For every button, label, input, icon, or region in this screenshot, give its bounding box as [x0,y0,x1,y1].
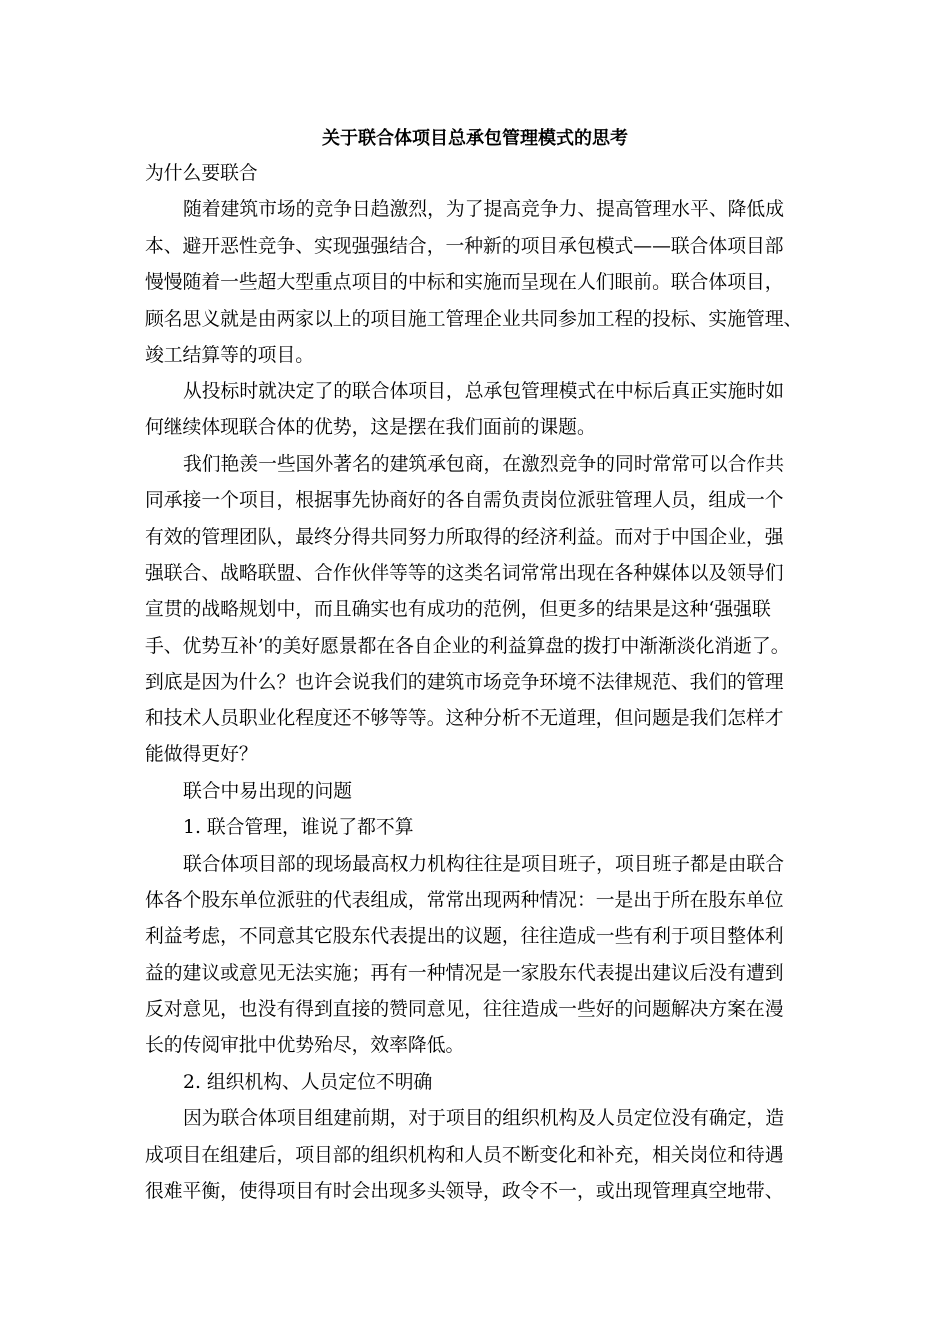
section-heading: 为什么要联合 [145,163,258,184]
paragraph-line: 和技术人员职业化程度还不够等等。这种分析不无道理，但问题是我们怎样才 [145,708,784,729]
paragraph-line: 随着建筑市场的竞争日趋激烈，为了提高竞争力、提高管理水平、降低成 [183,199,784,220]
paragraph-line: 强联合、战略联盟、合作伙伴等等的这类名词常常出现在各种媒体以及领导们 [145,563,784,584]
subsection-heading: 2. 组织机构、人员定位不明确 [183,1072,433,1093]
paragraph-line: 竣工结算等的项目。 [145,345,315,366]
paragraph-line: 顾名思义就是由两家以上的项目施工管理企业共同参加工程的投标、实施管理、 [145,309,803,330]
paragraph-line: 到底是因为什么？也许会说我们的建筑市场竞争环境不法律规范、我们的管理 [145,672,784,693]
paragraph-line: 手、优势互补’的美好愿景都在各自企业的利益算盘的拨打中渐渐淡化消逝了。 [145,636,790,657]
paragraph-line: 因为联合体项目组建前期，对于项目的组织机构及人员定位没有确定，造 [183,1108,784,1129]
paragraph-line: 长的传阅审批中优势殆尽，效率降低。 [145,1035,465,1056]
section-heading: 联合中易出现的问题 [183,781,353,802]
paragraph-line: 何继续体现联合体的优势，这是摆在我们面前的课题。 [145,417,596,438]
subsection-heading: 1. 联合管理，谁说了都不算 [183,817,414,838]
document-title: 关于联合体项目总承包管理模式的思考 [322,128,628,149]
paragraph-line: 慢慢随着一些超大型重点项目的中标和实施而呈现在人们眼前。联合体项目， [145,272,784,293]
paragraph-line: 宣贯的战略规划中，而且确实也有成功的范例，但更多的结果是这种‘强强联 [145,599,771,620]
paragraph-line: 本、避开恶性竞争、实现强强结合，一种新的项目承包模式——联合体项目部 [145,236,784,257]
paragraph-line: 从投标时就决定了的联合体项目，总承包管理模式在中标后真正实施时如 [183,381,784,402]
paragraph-line: 反对意见，也没有得到直接的赞同意见，往往造成一些好的问题解决方案在漫 [145,999,784,1020]
paragraph-line: 联合体项目部的现场最高权力机构往往是项目班子，项目班子都是由联合 [183,854,784,875]
paragraph-line: 体各个股东单位派驻的代表组成，常常出现两种情况：一是出于所在股东单位 [145,890,784,911]
paragraph-line: 益的建议或意见无法实施；再有一种情况是一家股东代表提出建议后没有遭到 [145,963,784,984]
paragraph-line: 成项目在组建后，项目部的组织机构和人员不断变化和补充，相关岗位和待遇 [145,1145,784,1166]
paragraph-line: 有效的管理团队，最终分得共同努力所取得的经济利益。而对于中国企业，强 [145,527,784,548]
paragraph-line: 我们艳羡一些国外著名的建筑承包商，在激烈竞争的同时常常可以合作共 [183,454,784,475]
paragraph-line: 很难平衡，使得项目有时会出现多头领导，政令不一，或出现管理真空地带、 [145,1181,784,1202]
paragraph-line: 利益考虑，不同意其它股东代表提出的议题，往往造成一些有利于项目整体利 [145,926,784,947]
paragraph-line: 同承接一个项目，根据事先协商好的各自需负责岗位派驻管理人员，组成一个 [145,490,784,511]
paragraph-line: 能做得更好？ [145,744,258,765]
